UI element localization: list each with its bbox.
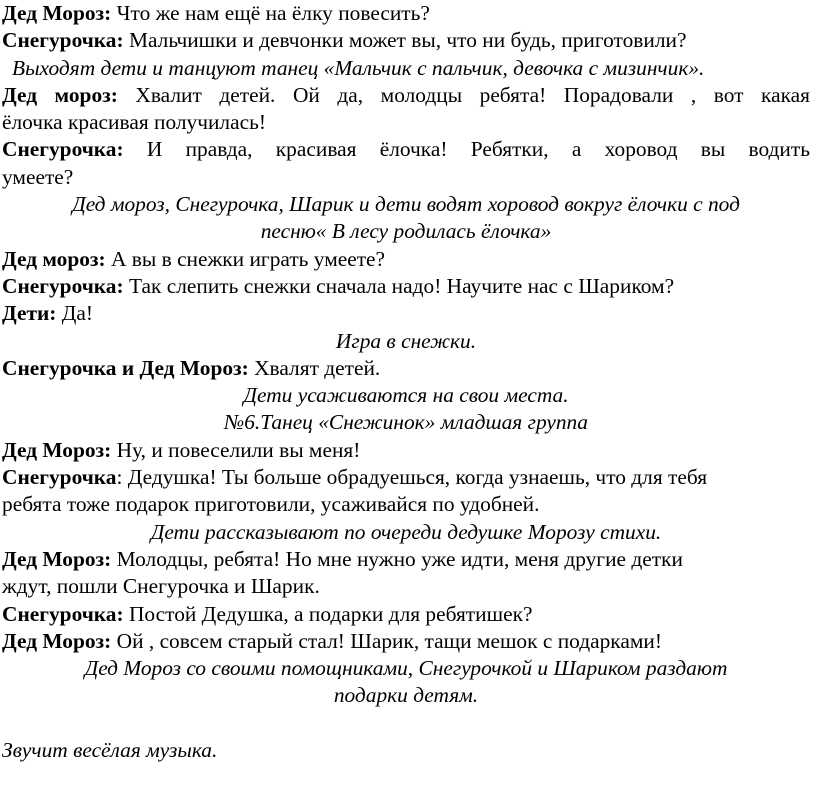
speaker-name: Дети:: [2, 301, 57, 326]
dialogue-line: [2, 628, 810, 655]
stage-direction: Дед Мороз со своими помощниками, Снегурочкой и Шариком раздают: [84, 656, 728, 681]
speaker-name: Дед Мороз:: [2, 546, 112, 571]
speaker-name: Дед мороз:: [2, 82, 118, 107]
dialogue-continuation: ёлочка красивая получилась!: [2, 110, 266, 135]
speaker-name: Снегурочка и Дед Мороз:: [2, 355, 249, 380]
stage-direction: Дети рассказывают по очереди дедушке Морозу стихи.: [150, 519, 662, 544]
speech-text: А вы в снежки играть умеете?: [105, 246, 386, 271]
speaker-name: Снегурочка:: [2, 273, 124, 298]
speaker-name: Дед мороз:: [2, 246, 106, 271]
speaker-name: Снегурочка:: [2, 28, 124, 53]
speech-text: Хвалит детей. Ой да, молодцы ребята! Порадовали , вот какая: [117, 82, 810, 107]
dialogue-continuation: ребята тоже подарок приготовили, усаживайся по удобней.: [2, 492, 540, 517]
speaker-name: Снегурочка: [2, 465, 117, 490]
speech-text: Постой Дедушка, а подарки для ребятишек?: [123, 601, 533, 626]
dialogue-continuation: ждут, пошли Снегурочка и Шарик.: [2, 574, 320, 599]
speaker-name: Дед Мороз:: [2, 628, 112, 653]
dialogue-line: [2, 546, 810, 573]
dialogue-line: [2, 0, 810, 27]
dialogue-continuation: умеете?: [2, 164, 74, 189]
speech-text: : Дедушка! Ты больше обрадуешься, когда узнаешь, что для тебя: [116, 465, 708, 490]
stage-direction: Звучит весёлая музыка.: [2, 738, 218, 763]
speaker-name: Снегурочка:: [2, 137, 124, 162]
stage-direction: подарки детям.: [333, 683, 479, 708]
speech-text: Молодцы, ребята! Но мне нужно уже идти, меня другие детки: [111, 546, 683, 571]
dialogue-line: [2, 437, 810, 464]
speech-text: Так слепить снежки сначала надо! Научите нас с Шариком?: [123, 273, 675, 298]
dialogue-line: [2, 355, 810, 382]
dialogue-line: [2, 601, 810, 628]
dialogue-line: [2, 82, 810, 109]
stage-direction: Дети усаживаются на свои места.: [243, 383, 569, 408]
dialogue-line: [2, 464, 810, 491]
stage-direction: песню« В лесу родилась ёлочка»: [260, 219, 552, 244]
stage-direction: Игра в снежки.: [335, 328, 477, 353]
speaker-name: Дед Мороз:: [2, 1, 112, 25]
stage-direction: Выходят дети и танцуют танец «Мальчик с пальчик, девочка с мизинчик».: [12, 55, 705, 80]
blank-line: [2, 710, 810, 737]
speech-text: Ну, и повеселили вы меня!: [111, 437, 361, 462]
speech-text: Ой , совсем старый стал! Шарик, тащи мешок с подарками!: [111, 628, 662, 653]
speaker-name: Дед Мороз:: [2, 437, 112, 462]
speech-text: Что же нам ещё на ёлку повесить?: [111, 1, 430, 25]
speech-text: Мальчишки и девчонки может вы, что ни будь, приготовили?: [123, 28, 687, 53]
speech-text: И правда, красивая ёлочка! Ребятки, а хоровод вы водить: [123, 137, 810, 162]
stage-direction: №6.Танец «Снежинок» младшая группа: [224, 410, 588, 435]
stage-direction: Дед мороз, Снегурочка, Шарик и дети водят хоровод вокруг ёлочки с под: [72, 192, 740, 217]
dialogue-line: [2, 273, 810, 300]
speaker-name: Снегурочка:: [2, 601, 124, 626]
speech-text: Хвалят детей.: [248, 355, 381, 380]
dialogue-line: [2, 246, 810, 273]
dialogue-line: [2, 300, 810, 327]
speech-text: Да!: [56, 301, 93, 326]
dialogue-line: [2, 27, 810, 54]
dialogue-line: [2, 136, 810, 163]
